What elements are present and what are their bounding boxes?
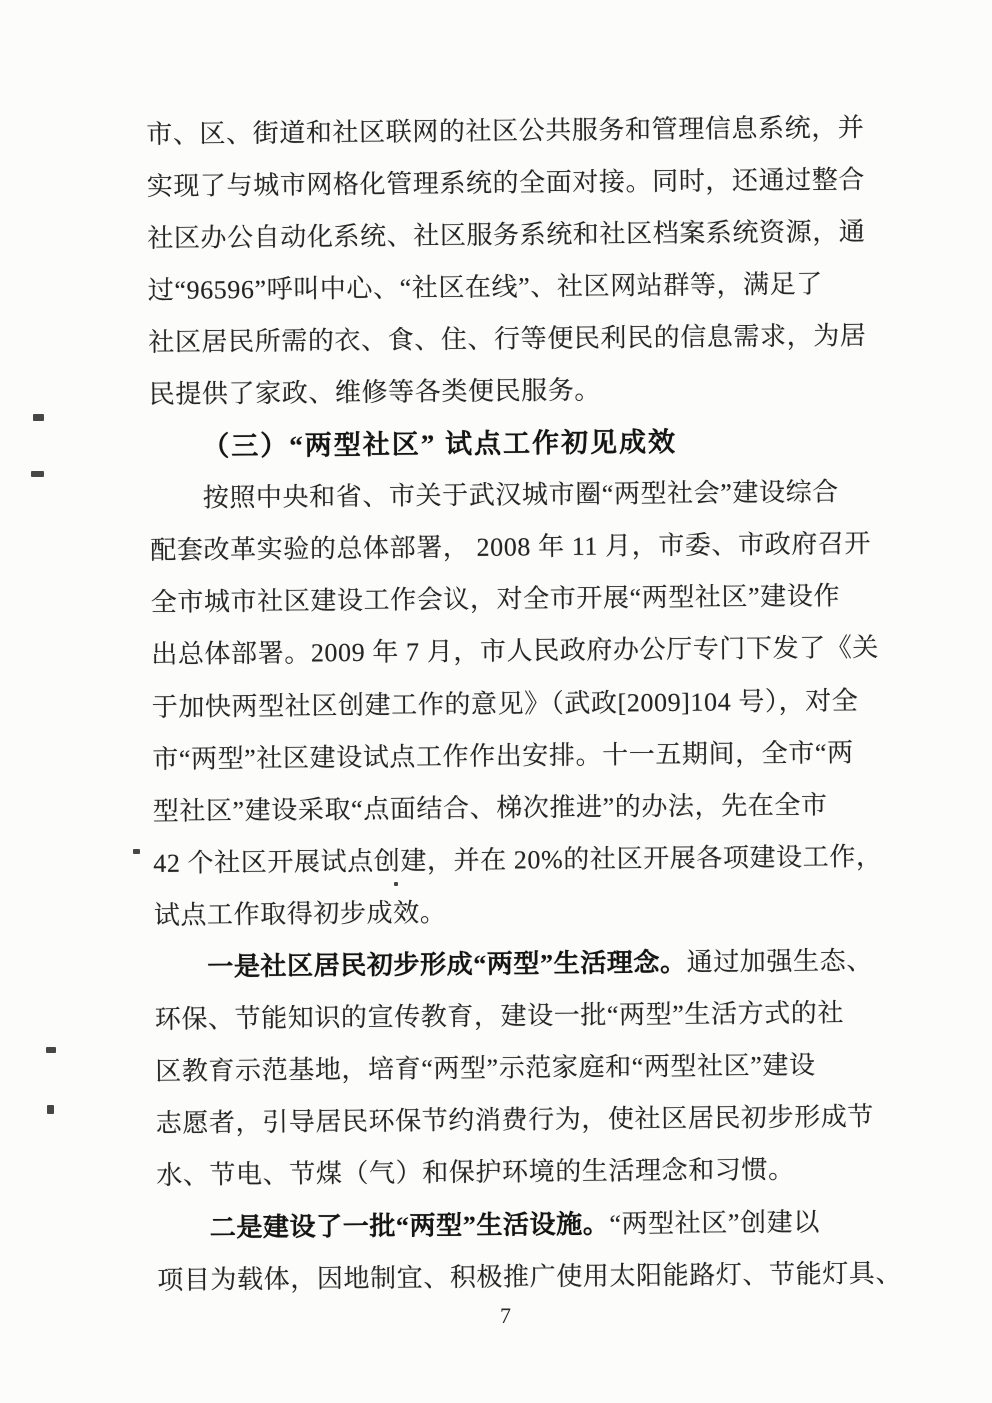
text-segment: 配套改革实验的总体部署， 2008 年 11 月，市委、市政府召开 (150, 529, 872, 566)
text-segment: 社区居民所需的衣、食、住、行等便民利民的信息需求，为居 (148, 321, 867, 357)
text-segment: 志愿者，引导居民环保节约消费行为，使社区居民初步形成节 (155, 1102, 875, 1139)
text-segment: 实现了与城市网格化管理系统的全面对接。同时，还通过整合 (146, 164, 866, 201)
text-line (150, 516, 890, 575)
text-segment: 出总体部署。2009 年 7 月，市人民政府办公厅专门下发了《关 (151, 633, 880, 670)
text-line (157, 1193, 897, 1252)
text-segment: 区教育示范基地，培育“两型”示范家庭和“两型社区”建设 (155, 1050, 816, 1087)
text-segment: 42 个社区开展试点创建，并在 20%的社区开展各项建设工作， (153, 841, 883, 878)
text-segment: 通过加强生态、 (686, 946, 873, 977)
text-line (147, 203, 887, 262)
text-line (152, 724, 892, 783)
text-line (147, 151, 887, 210)
scan-speck (31, 471, 44, 477)
bold-text-segment: （三）“两型社区” 试点工作初见成效 (202, 427, 678, 462)
text-segment: 型社区”建设采取“点面结合、梯次推进”的办法，先在全市 (152, 790, 828, 826)
page-number: 7 (500, 1303, 511, 1328)
text-line (156, 1089, 896, 1148)
text-segment: 市、区、街道和社区联网的社区公共服务和管理信息系统，并 (146, 112, 865, 149)
document-body (146, 99, 903, 1304)
text-line (155, 1037, 895, 1096)
text-line (154, 880, 894, 939)
scan-speck (33, 414, 44, 421)
text-segment: 全市城市社区建设工作会议，对全市开展“两型社区”建设作 (150, 581, 841, 618)
text-line (148, 255, 888, 314)
scan-speck (133, 849, 140, 854)
text-segment: 项目为载体，因地制宜、积极推广使用太阳能路灯、节能灯具、 (157, 1258, 903, 1295)
text-segment: 过“96596”呼叫中心、“社区在线”、社区网站群等，满足了 (147, 269, 824, 305)
text-line (146, 99, 886, 158)
bold-text-segment: 二是建设了一批“两型”生活设施。 (209, 1209, 610, 1242)
text-segment: “两型社区”创建以 (609, 1207, 820, 1239)
text-segment: 市“两型”社区建设试点工作作出安排。十一五期间，全市“两 (152, 737, 854, 774)
bold-text-segment: 一是社区居民初步形成“两型”生活理念。 (207, 947, 687, 982)
text-line (153, 828, 893, 887)
text-segment: 按照中央和省、市关于武汉城市圈“两型社会”建设综合 (202, 477, 839, 513)
text-line (149, 359, 889, 418)
section-heading-line (149, 411, 889, 470)
text-line (151, 568, 891, 627)
text-segment: 社区办公自动化系统、社区服务系统和社区档案系统资源，通 (147, 216, 866, 253)
scan-speck (46, 1047, 56, 1053)
text-segment: 水、节电、节煤（气）和保护环境的生活理念和习惯。 (156, 1155, 795, 1191)
text-line (153, 776, 893, 835)
text-line (155, 984, 895, 1043)
scan-speck (47, 1105, 54, 1114)
text-segment: 试点工作取得初步成效。 (153, 898, 447, 930)
text-line (148, 307, 888, 366)
scan-speck (394, 882, 398, 886)
text-line (156, 1141, 896, 1200)
text-line (154, 932, 894, 991)
text-line (150, 464, 890, 523)
text-line (151, 620, 891, 679)
text-line (157, 1245, 903, 1304)
text-segment: 于加快两型社区创建工作的意见》（武政[2009]104 号），对全 (151, 685, 859, 722)
text-segment: 环保、节能知识的宣传教育，建设一批“两型”生活方式的社 (154, 998, 845, 1035)
text-line (152, 672, 892, 731)
text-segment: 民提供了家政、维修等各类便民服务。 (148, 375, 602, 410)
